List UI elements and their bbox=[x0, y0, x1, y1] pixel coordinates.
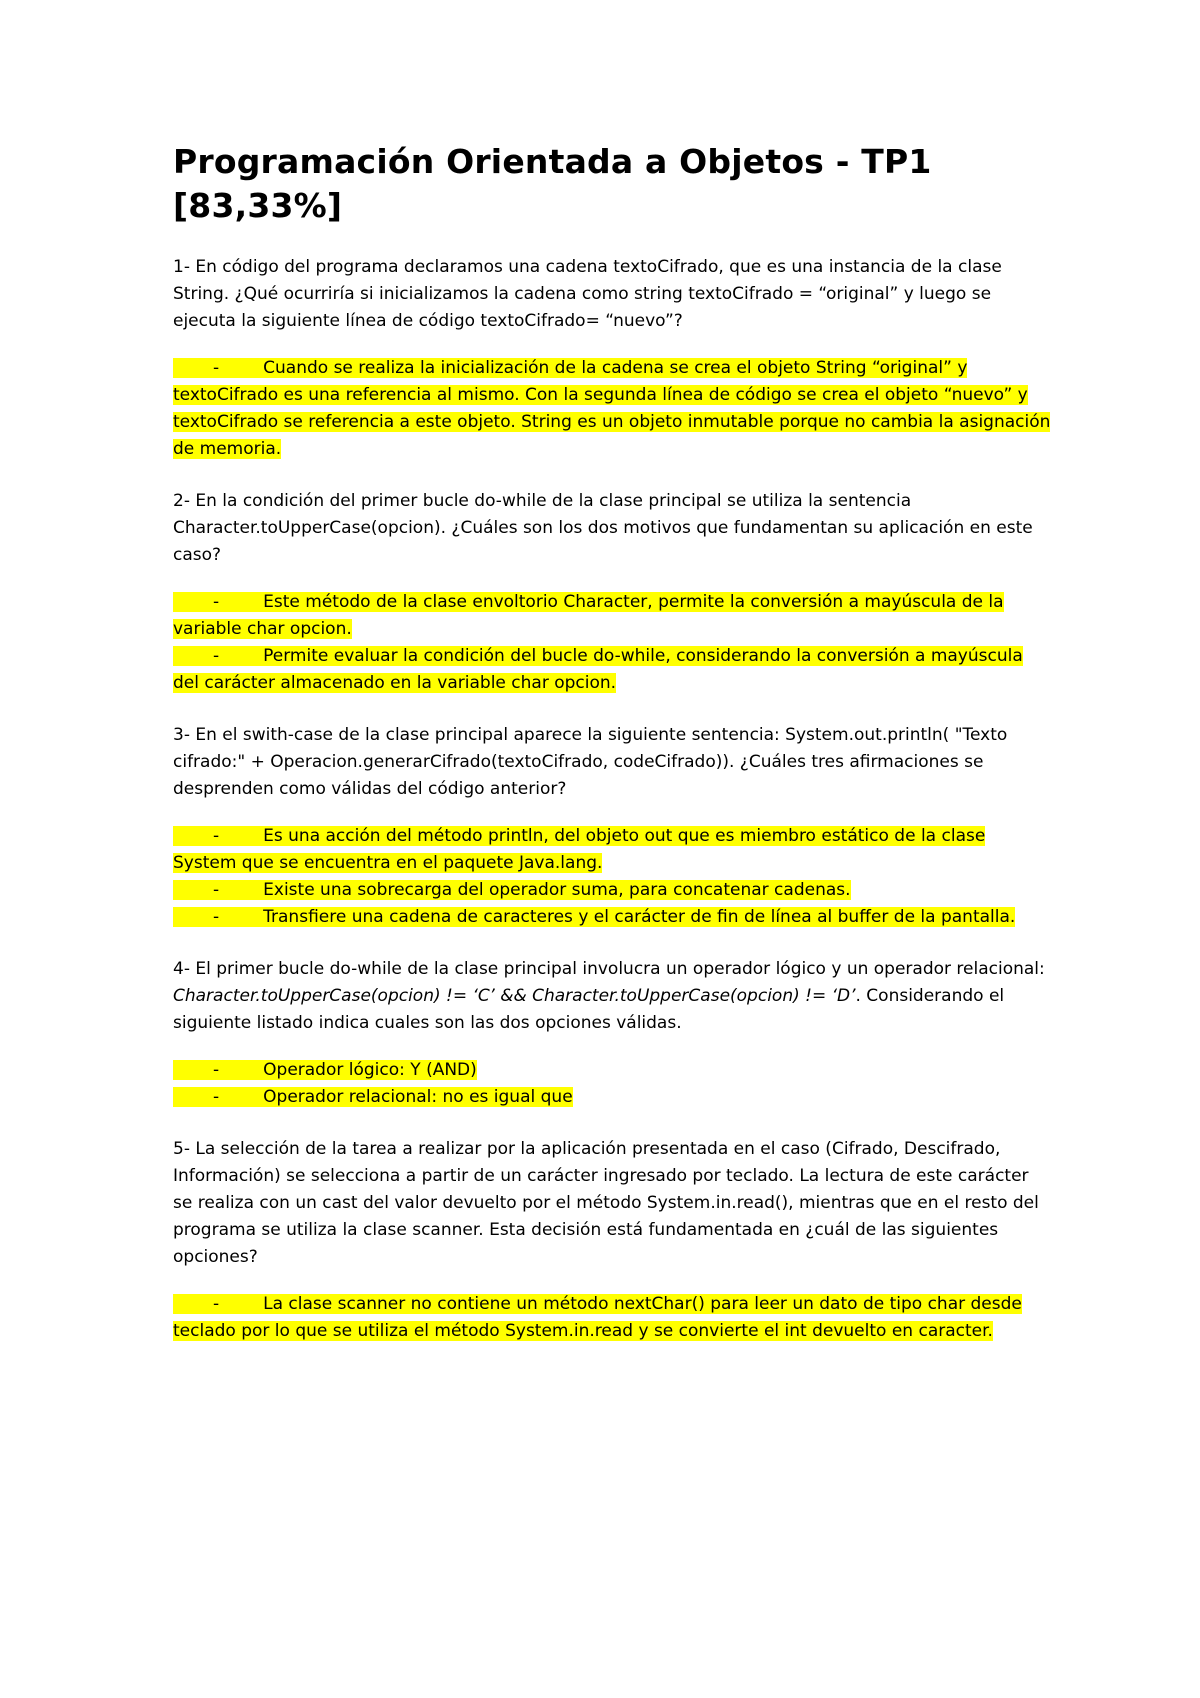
document-body bbox=[173, 140, 1053, 1370]
answer-list-2 bbox=[173, 589, 1053, 697]
question-text: En código del programa declaramos una cadena textoCifrado, que es una instancia de la clase String. ¿Qué ocurriría si inicializamos la cadena como string textoCifrado = “original” y luego se ejecuta la siguiente línea de código textoCifrado= “nuevo”? bbox=[173, 257, 1002, 331]
question-number: 1- bbox=[173, 257, 190, 277]
answer-item bbox=[173, 589, 1053, 643]
answer-text: Operador lógico: Y (AND) bbox=[263, 1060, 477, 1080]
answer-highlight bbox=[173, 1087, 573, 1107]
question-text-after: . Considerando el siguiente listado indica cuales son las dos opciones válidas. bbox=[173, 986, 1005, 1033]
answer-text: Existe una sobrecarga del operador suma, para concatenar cadenas. bbox=[263, 880, 851, 900]
answer-list-4 bbox=[173, 1057, 1053, 1111]
question-3 bbox=[173, 722, 1053, 803]
answer-text: Operador relacional: no es igual que bbox=[263, 1087, 573, 1107]
bullet-dash: - bbox=[213, 646, 220, 666]
answer-item bbox=[173, 904, 1053, 931]
answer-list-3 bbox=[173, 823, 1053, 931]
title-line-2: [83,33%] bbox=[173, 186, 343, 225]
answer-highlight bbox=[173, 826, 985, 873]
bullet-dash: - bbox=[213, 1060, 220, 1080]
question-number: 5- bbox=[173, 1139, 190, 1159]
answer-item bbox=[173, 1057, 1053, 1084]
answer-text: Permite evaluar la condición del bucle do-while, considerando la conversión a mayúscula del carácter almacenado en la variable char opcion. bbox=[173, 646, 1023, 693]
bullet-dash: - bbox=[213, 358, 220, 378]
question-5 bbox=[173, 1136, 1053, 1271]
question-number: 3- bbox=[173, 725, 190, 745]
answer-highlight bbox=[173, 646, 1023, 693]
answer-highlight bbox=[173, 592, 1004, 639]
answer-text: Este método de la clase envoltorio Character, permite la conversión a mayúscula de la variable char opcion. bbox=[173, 592, 1004, 639]
bullet-dash: - bbox=[213, 880, 220, 900]
bullet-dash: - bbox=[213, 1087, 220, 1107]
answer-highlight bbox=[173, 907, 1015, 927]
answer-item bbox=[173, 1084, 1053, 1111]
question-1 bbox=[173, 254, 1053, 335]
question-text: En el swith-case de la clase principal aparece la siguiente sentencia: System.out.println( "Texto cifrado:" + Operacion.generarCifrado(textoCifrado, codeCifrado)). ¿Cuáles tres afirmaciones se desprenden como válidas del código anterior? bbox=[173, 725, 1008, 799]
answer-item bbox=[173, 643, 1053, 697]
answer-highlight bbox=[173, 1294, 1022, 1341]
question-2 bbox=[173, 488, 1053, 569]
bullet-dash: - bbox=[213, 907, 220, 927]
answer-text: Cuando se realiza la inicialización de la cadena se crea el objeto String “original” y textoCifrado es una referencia al mismo. Con la segunda línea de código se crea el objeto “nuevo” y textoCifrado se referencia a este objeto. String es un objeto inmutable porque no cambia la asignación de memoria. bbox=[173, 358, 1051, 459]
bullet-dash: - bbox=[213, 1294, 220, 1314]
bullet-dash: - bbox=[213, 826, 220, 846]
answer-list-1 bbox=[173, 355, 1053, 463]
answer-text: Transfiere una cadena de caracteres y el carácter de fin de línea al buffer de la pantalla. bbox=[263, 907, 1016, 927]
document-title bbox=[173, 140, 1053, 228]
answer-highlight bbox=[173, 880, 851, 900]
question-code-expression: Character.toUpperCase(opcion) != ‘C’ && Character.toUpperCase(opcion) != ‘D’ bbox=[173, 986, 856, 1006]
question-number: 2- bbox=[173, 491, 190, 511]
question-text: En la condición del primer bucle do-while de la clase principal se utiliza la sentencia Character.toUpperCase(opcion). ¿Cuáles son los dos motivos que fundamentan su aplicación en este caso? bbox=[173, 491, 1033, 565]
answer-text: La clase scanner no contiene un método nextChar() para leer un dato de tipo char desde teclado por lo que se utiliza el método System.in.read y se convierte el int devuelto en caracter. bbox=[173, 1294, 1022, 1341]
answer-item bbox=[173, 823, 1053, 877]
answer-highlight bbox=[173, 1060, 477, 1080]
question-text: La selección de la tarea a realizar por la aplicación presentada en el caso (Cifrado, Descifrado, Información) se selecciona a partir de un carácter ingresado por teclado. La lectura de este carácter se realiza con un cast del valor devuelto por el método System.in.read(), mientras que en el resto del programa se utiliza la clase scanner. Esta decisión está fundamentada en ¿cuál de las siguientes opciones? bbox=[173, 1139, 1039, 1267]
bullet-dash: - bbox=[213, 592, 220, 612]
answer-highlight bbox=[173, 358, 1050, 459]
answer-item bbox=[173, 355, 1053, 463]
answer-item bbox=[173, 1291, 1053, 1345]
question-4 bbox=[173, 956, 1053, 1037]
answer-text: Es una acción del método println, del objeto out que es miembro estático de la clase System que se encuentra en el paquete Java.lang. bbox=[173, 826, 986, 873]
answer-list-5 bbox=[173, 1291, 1053, 1345]
answer-item bbox=[173, 877, 1053, 904]
title-line-1: Programación Orientada a Objetos - TP1 bbox=[173, 142, 932, 181]
question-text-before: El primer bucle do-while de la clase principal involucra un operador lógico y un operador relacional: bbox=[189, 959, 1045, 979]
question-number: 4- bbox=[173, 959, 190, 979]
